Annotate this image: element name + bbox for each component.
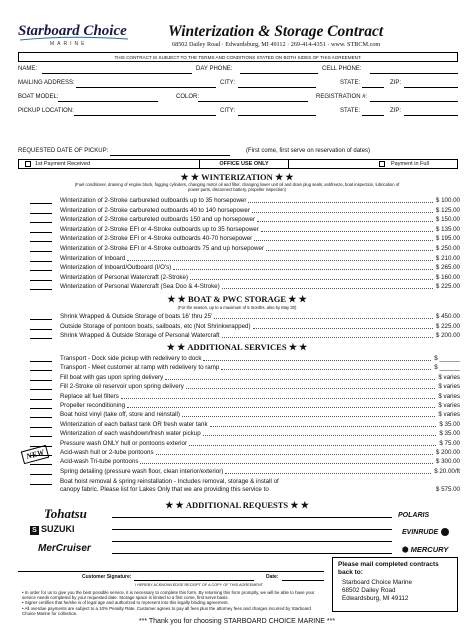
additional-item-price: $ varies: [438, 411, 460, 419]
additional-item-price: $ varies: [438, 373, 460, 381]
pickup-location-field[interactable]: [74, 115, 216, 116]
logo-text: Starboard Choice: [18, 23, 127, 39]
dotted-leader: [221, 369, 431, 370]
hoist-service-blank[interactable]: [30, 484, 52, 485]
additional-item-description: Spring detailing (pressure wash floor, clean interior/exterior): [60, 467, 224, 475]
payment-full-checkbox[interactable]: [379, 161, 385, 167]
storage-heading: [0, 294, 474, 305]
storage-item-row: [30, 313, 460, 322]
mail-line-3: Edwardsburg, MI 49112: [342, 594, 409, 602]
additional-item-price: $ 20.00/ft: [434, 467, 460, 475]
request-line-1[interactable]: [112, 517, 392, 518]
page-title: Winterization & Storage Contract: [168, 23, 384, 40]
star-icon: ★ ★: [165, 500, 186, 510]
boat-model-field[interactable]: [58, 101, 158, 102]
cell-phone-label: CELL PHONE:: [322, 66, 362, 72]
additional-item-row: [30, 374, 460, 383]
dotted-leader: [261, 231, 433, 232]
additional-item-price: $ varies: [438, 402, 460, 409]
evinrude-logo: [402, 528, 449, 536]
dotted-leader: [121, 398, 436, 399]
name-field[interactable]: [42, 73, 192, 74]
hoist-line-2: canopy fabric. Please list for Lakes Only that we are providing this service to: [60, 486, 269, 493]
winterization-item-blank[interactable]: [30, 222, 52, 223]
additional-item-blank[interactable]: [30, 370, 52, 371]
hoist-service-row: [30, 478, 460, 496]
additional-item-blank[interactable]: [30, 399, 52, 400]
star-icon: ★ ★: [166, 342, 188, 352]
storage-sub: (For the season, up to a maximum of 5 months, also by May 30): [177, 305, 297, 310]
acknowledgement: I HEREBY ACKNOWLEDGE RECEIPT OF A COPY OF THIS AGREEMENT: [135, 583, 263, 587]
registration-label: REGISTRATION #:: [316, 94, 368, 100]
winterization-item-row: [30, 197, 460, 206]
dotted-leader: [203, 360, 431, 361]
additional-item-price: $ 75.00: [439, 439, 460, 447]
additional-item-blank[interactable]: [30, 464, 52, 465]
storage-item-description: Shrink Wrapped & Outside Storage of boats 16' thru 25': [60, 313, 213, 320]
dotted-leader: [140, 463, 432, 464]
dotted-leader: [173, 269, 433, 270]
company-logo: [18, 22, 130, 48]
form-row-boat: [18, 94, 458, 104]
winterization-item-price: $ 125.00: [435, 206, 460, 214]
customer-signature-field[interactable]: [134, 580, 254, 581]
additional-item-row: [30, 402, 460, 411]
winterization-item-blank[interactable]: [30, 251, 52, 252]
mercruiser-logo: MerCruiser: [38, 543, 91, 554]
additional-item-description: Winterization of each ballast tank OR fresh water tank: [60, 420, 208, 428]
city-label: CITY:: [220, 80, 236, 86]
winterization-item-row: [30, 283, 460, 292]
winterization-item-row: [30, 264, 460, 273]
dotted-leader: [253, 328, 433, 329]
suzuki-text: SUZUKI: [41, 524, 75, 534]
evinrude-text: EVINRUDE: [402, 528, 439, 536]
winterization-sub: [0, 183, 474, 193]
additional-item-price: $ 35.00: [439, 420, 460, 428]
request-line-2[interactable]: [112, 529, 392, 530]
logo-sub: MARINE: [50, 41, 88, 47]
dotted-leader: [266, 250, 433, 251]
requested-date-label: REQUESTED DATE OF PICKUP:: [18, 148, 109, 154]
winterization-item-row: [30, 226, 460, 235]
first-come-note: (First come, first serve on reservation of dates): [246, 148, 371, 154]
color-field[interactable]: [198, 101, 308, 102]
dotted-leader: [186, 388, 436, 389]
winterization-item-price: $ 195.00: [435, 235, 460, 243]
star-icon: ★ ★: [286, 294, 307, 304]
city-field[interactable]: [238, 87, 316, 88]
dotted-leader: [222, 337, 433, 338]
mail-line-1: Starboard Choice Marine: [342, 579, 413, 586]
footer-notes: [22, 590, 322, 616]
zip-field[interactable]: [404, 87, 458, 88]
mercury-text: MERCURY: [410, 545, 449, 554]
dotted-leader: [214, 318, 433, 319]
additional-item-description: Acid-wash hull or 2-tube pontoons: [60, 449, 154, 456]
dotted-leader: [190, 279, 433, 280]
form-row-mailing: [18, 80, 458, 90]
additional-item-description: Fill 2-Stroke oil reservoir upon spring delivery: [60, 383, 184, 391]
winterization-item-price: $ 160.00: [435, 273, 460, 281]
additional-item-blank[interactable]: [30, 380, 52, 381]
additional-item-blank[interactable]: [30, 408, 52, 409]
office-use-label: OFFICE USE ONLY: [199, 160, 289, 169]
dotted-leader: [127, 260, 433, 261]
winterization-item-blank[interactable]: [30, 280, 52, 281]
star-icon: ★ ★: [286, 342, 308, 352]
winterization-item-blank[interactable]: [30, 270, 52, 271]
mail-heading: Please mail completed contracts back to:: [338, 561, 439, 576]
additional-item-row: [30, 449, 460, 458]
dotted-leader: [203, 435, 437, 436]
winterization-item-blank[interactable]: [30, 241, 52, 242]
subject-notice: THIS CONTRACT IS SUBJECT TO THE TERMS AND CONDITIONS STATED ON BOTH SIDES OF THIS AGREEMENT.: [18, 52, 458, 62]
winterization-item-description: Winterization of Inboard: [60, 254, 126, 262]
additional-item-row: [30, 421, 460, 430]
star-icon: ★ ★: [167, 294, 188, 304]
winterization-item-description: Winterization of 2-Stroke carbureted outboards up to 35 horsepower: [60, 197, 247, 204]
winterization-item-price: $ 225.00: [435, 283, 460, 291]
additional-item-price: $ 300.00: [435, 458, 460, 466]
date-label: Date:: [266, 574, 279, 580]
storage-item-description: Outside Storage of pontoon boats, sailboats, etc (Not Shrinkwrapped): [60, 322, 251, 330]
boat-model-label: BOAT MODEL:: [18, 94, 59, 100]
storage-item-blank[interactable]: [30, 329, 52, 330]
additional-item-blank[interactable]: [30, 361, 52, 362]
note-3: • All overdue payments are subject to a 10% Penalty Rate. Customer agrees to pay all fees plus the attorney fees and charges incurred by Starboard Choice Marine for collection.: [22, 606, 322, 616]
storage-item-description: Shrink Wrapped & Outside Storage of Personal Watercraft: [60, 332, 220, 340]
winterization-item-row: [30, 216, 460, 225]
payment-bar: [18, 159, 458, 169]
mail-line-2: 68502 Dailey Road: [342, 586, 396, 594]
additional-item-row: [30, 440, 460, 449]
pickup-zip-label: ZIP:: [390, 108, 402, 114]
first-payment-label: 1st Payment Received: [35, 161, 91, 167]
additional-item-row: [30, 430, 460, 439]
additional-item-description: Fill boat with gas upon spring delivery: [60, 373, 164, 381]
winterization-item-description: Winterization of 2-Stroke EFI or 4-Stroke outboards 40-70 horsepower: [60, 235, 253, 243]
date-field[interactable]: [282, 580, 324, 581]
star-icon: ★ ★: [288, 500, 309, 510]
winterization-item-row: [30, 255, 460, 264]
state-field[interactable]: [362, 87, 384, 88]
additional-heading-text: ADDITIONAL SERVICES: [187, 342, 287, 352]
winterization-item-description: Winterization of 2-Stroke EFI or 4-Stroke outboards 75 and up horsepower: [60, 245, 264, 252]
dotted-leader: [127, 407, 435, 408]
additional-item-price: $ 35.00: [439, 430, 460, 438]
additional-item-price: $ 200.00: [435, 449, 460, 456]
pickup-state-field[interactable]: [362, 115, 384, 116]
dotted-leader: [210, 426, 437, 427]
dotted-leader: [252, 212, 433, 213]
mail-address: [338, 579, 452, 602]
winterization-item-description: Winterization of Personal Watercraft (Sea Doo & 4-Stroke): [60, 283, 220, 291]
polaris-logo: POLARIS: [398, 512, 430, 519]
day-phone-label: DAY PHONE:: [196, 66, 233, 72]
additional-item-row: [30, 364, 460, 373]
storage-item-row: [30, 332, 460, 341]
storage-item-price: $ 225.00: [435, 322, 460, 330]
winterization-item-blank[interactable]: [30, 203, 52, 204]
winterization-item-description: Winterization of Personal Watercraft (2-Stroke): [60, 273, 189, 281]
mailing-address-label: MAILING ADDRESS:: [18, 80, 75, 86]
additional-item-row: [30, 393, 460, 402]
mail-back-box: [332, 557, 458, 612]
pickup-location-label: PICKUP LOCATION:: [18, 108, 74, 114]
storage-item-price: $ 200.00: [435, 332, 460, 340]
note-2: • Signer certifies that he/she is of legal age and authorized to represent into this legally binding agreement.: [22, 600, 322, 605]
winterization-item-price: $ 150.00: [435, 216, 460, 224]
storage-heading-text: BOAT & PWC STORAGE: [187, 294, 286, 304]
additional-item-row: [30, 458, 460, 467]
dotted-leader: [257, 221, 433, 222]
winterization-item-description: Winterization of 2-Stroke EFI or 4-Stroke outboards up to 35 horsepower: [60, 225, 259, 233]
winterization-item-price: $ 100.00: [435, 197, 460, 204]
form-row-name: [18, 66, 458, 76]
winterization-item-price: $ 265.00: [435, 264, 460, 272]
hoist-line-1: Boat hoist removal & spring reinstallation - Includes removal, storage & install of: [60, 478, 279, 485]
note-1: • In order for us to give you the best possible service, it is necessary to complete this form. By returning this form promptly, we will be able to have your service needs completed by your requested date. Storage space is limited to a first come, first serve basis.: [22, 590, 322, 600]
additional-heading: [0, 342, 474, 353]
additional-item-price: $ ______: [434, 355, 460, 362]
storage-item-blank[interactable]: [30, 319, 52, 320]
winterization-item-row: [30, 207, 460, 216]
star-icon: ★ ★: [180, 172, 202, 182]
new-badge: NEW: [21, 445, 50, 464]
zip-label: ZIP:: [390, 80, 402, 86]
dotted-leader: [182, 416, 435, 417]
suzuki-s-icon: S: [30, 526, 39, 535]
winterization-item-row: [30, 245, 460, 254]
additional-item-row: [30, 411, 460, 420]
dotted-leader: [156, 454, 433, 455]
tohatsu-logo: Tohatsu: [44, 506, 87, 521]
additional-item-description: Pressure wash ONLY hull or pontoons exterior: [60, 439, 188, 447]
company-address: 68502 Dailey Road · Edwardsburg, MI 49112 · 269-414-4351 · www. STBCM.com: [172, 41, 381, 48]
pickup-city-label: CITY:: [220, 108, 236, 114]
winterization-item-description: Winterization of 2-Stroke carbureted outboards 150 and up horsepower: [60, 216, 256, 224]
payment-full-label: Payment in Full: [391, 161, 429, 167]
dotted-leader: [225, 473, 431, 474]
dotted-leader: [248, 202, 432, 203]
winterization-sub-text: (Fuel conditioner, draining of engine block, fogging cylinders, changing motor oil and filter, changing lower unit oil and drain plug seals, antifreeze, boat inspection, lubrication of power parts, disconnect battery, propeller inspection): [74, 182, 400, 192]
additional-item-row: [30, 383, 460, 392]
customer-signature-label: Customer Signature:: [82, 574, 132, 580]
additional-item-description: Replace all fuel filters: [60, 392, 119, 400]
dotted-leader: [222, 288, 433, 289]
additional-item-blank[interactable]: [30, 389, 52, 390]
winterization-item-price: $ 250.00: [435, 245, 460, 252]
thank-you-line: *** Thank you for choosing STARBOARD CHOICE MARINE ***: [138, 618, 336, 625]
additional-item-description: Winterization of each washdown/fresh water pickup: [60, 430, 201, 438]
name-label: NAME:: [18, 66, 38, 72]
additional-item-blank[interactable]: [30, 436, 52, 437]
additional-item-description: Transport - Meet customer at ramp with redelivery to ramp: [60, 364, 220, 372]
dotted-leader: [165, 379, 435, 380]
footer-top-rule: [18, 571, 324, 572]
additional-item-description: Acid-wash Tri-tube pontoons: [60, 458, 139, 466]
pickup-city-field[interactable]: [238, 115, 316, 116]
state-label: STATE:: [340, 80, 361, 86]
star-icon: ★ ★: [272, 172, 294, 182]
evinrude-e-icon: [441, 528, 449, 536]
mercury-logo: [402, 545, 448, 554]
additional-item-blank[interactable]: [30, 427, 52, 428]
first-payment-checkbox[interactable]: [25, 161, 31, 167]
pickup-zip-field[interactable]: [404, 115, 458, 116]
storage-item-row: [30, 323, 460, 332]
winterization-item-price: $ 135.00: [435, 225, 460, 233]
additional-item-price: $ varies: [438, 383, 460, 391]
winterization-item-description: Winterization of 2-Stroke carbureted outboards 40 to 140 horsepower: [60, 206, 250, 214]
requests-heading-text: ADDITIONAL REQUESTS: [185, 500, 289, 510]
requested-date-field[interactable]: [110, 155, 230, 156]
winterization-heading-text: WINTERIZATION: [201, 172, 273, 182]
additional-item-row: [30, 468, 460, 477]
pickup-state-label: STATE:: [340, 108, 361, 114]
winterization-item-blank[interactable]: [30, 213, 52, 214]
mailing-address-field[interactable]: [76, 87, 216, 88]
storage-item-price: $ 450.00: [435, 313, 460, 320]
additional-item-description: Boat hoist vinyl (take off, store and reinstall): [60, 411, 180, 419]
additional-item-blank[interactable]: [30, 417, 52, 418]
request-line-3[interactable]: [112, 541, 392, 542]
color-label: COLOR:: [176, 94, 200, 100]
dotted-leader: [254, 240, 433, 241]
dotted-leader: [189, 445, 436, 446]
winterization-item-blank[interactable]: [30, 289, 52, 290]
hoist-price: $ 575.00: [435, 486, 460, 493]
additional-item-description: Transport - Dock side pickup with redelivery to dock: [60, 355, 202, 362]
winterization-item-description: Winterization of Inboard/Outboard (I/O's): [60, 264, 172, 272]
additional-item-description: Propeller reconditioning: [60, 402, 126, 409]
day-phone-field[interactable]: [240, 73, 318, 74]
additional-item-price: $ ______: [434, 364, 460, 372]
registration-field[interactable]: [370, 101, 458, 102]
winterization-item-blank[interactable]: [30, 232, 52, 233]
suzuki-logo: [30, 524, 75, 535]
winterization-item-blank[interactable]: [30, 261, 52, 262]
additional-item-price: $ varies: [438, 392, 460, 400]
additional-item-blank[interactable]: [30, 474, 52, 475]
winterization-item-row: [30, 274, 460, 283]
request-line-4[interactable]: [112, 553, 392, 554]
mercury-m-icon: ⬢: [402, 545, 411, 554]
form-row-pickup: [18, 108, 458, 118]
cell-phone-field[interactable]: [370, 73, 458, 74]
storage-item-blank[interactable]: [30, 338, 52, 339]
form-row-requested-date: [18, 148, 458, 158]
winterization-item-price: $ 210.00: [435, 254, 460, 262]
additional-item-row: [30, 355, 460, 364]
winterization-item-row: [30, 235, 460, 244]
